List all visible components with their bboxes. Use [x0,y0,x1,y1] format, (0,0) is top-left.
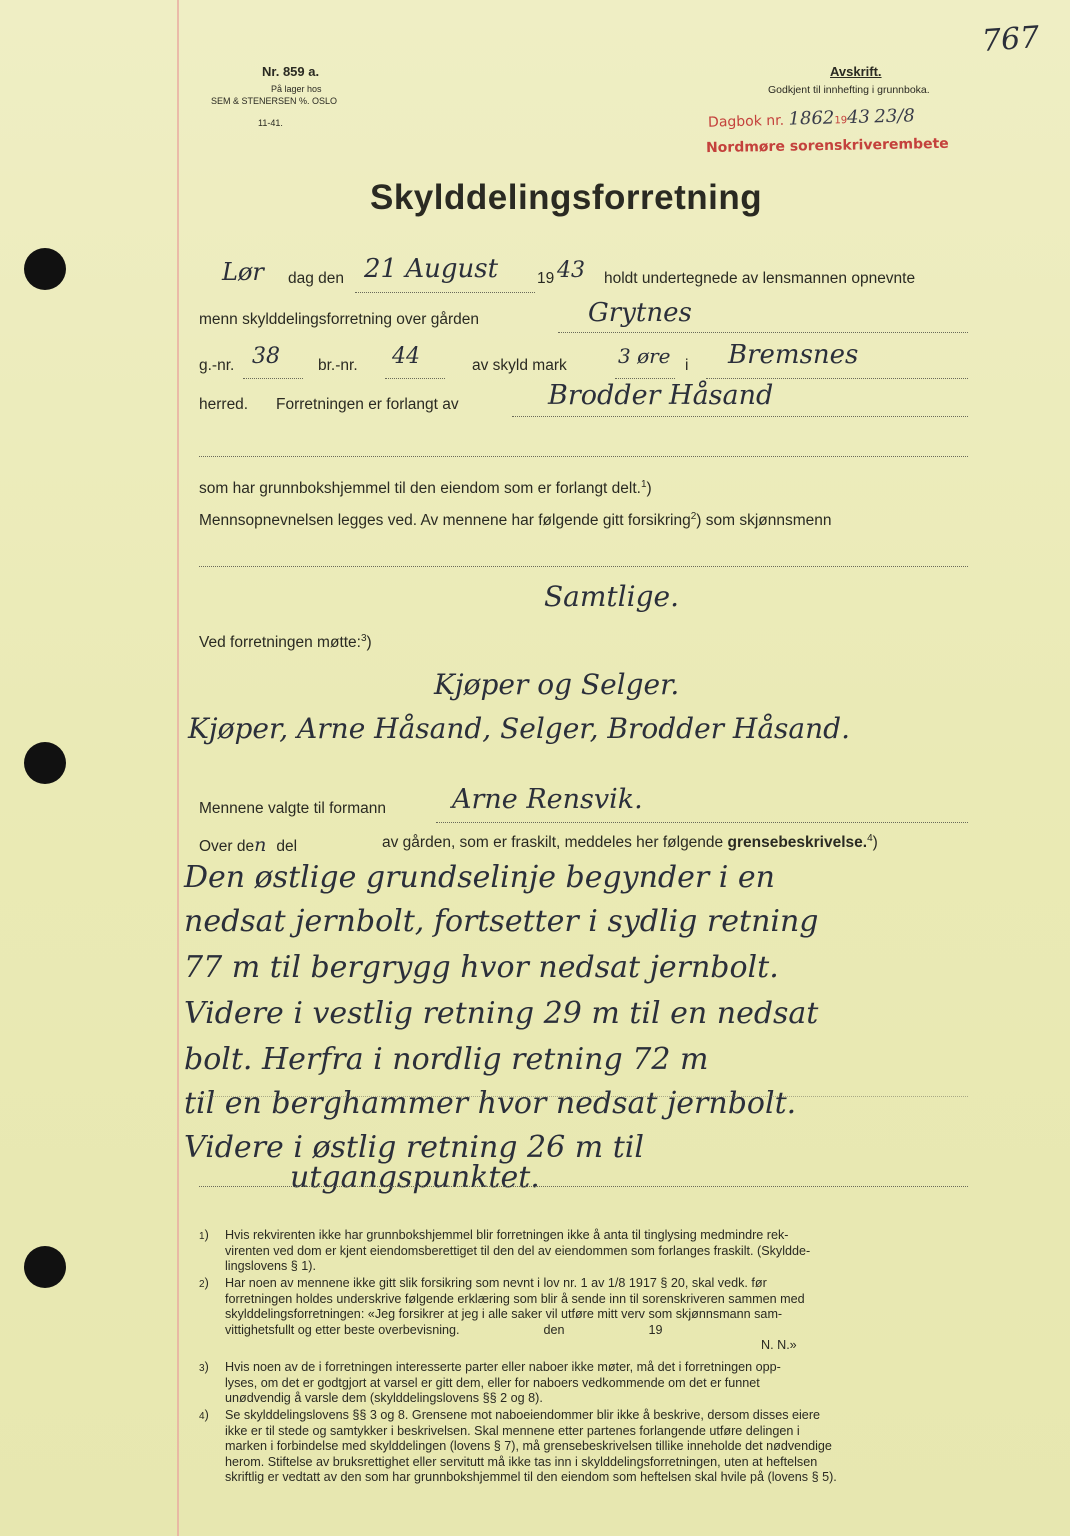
formann-label: Mennene valgte til formann [199,800,386,817]
row5-label: som har grunnbokshjemmel til den eiendom som er forlangt delt. [199,480,641,497]
dag-den-label: dag den [288,270,345,287]
brnr-label: br.-nr. [318,357,358,374]
publisher-line: På lager hos [271,84,322,94]
farm-line [558,332,968,333]
description-line: Den østlige grundselinje begynder i en [184,860,775,895]
description-line: til en berghammer hvor nedsat jernbolt. [184,1086,797,1121]
over-text-label: av gården, som er fraskilt, meddeles her følgende [382,834,724,851]
handwritten-date: 21 August [364,254,499,284]
footnote-line: Har noen av mennene ikke gitt slik forsikring som nevnt i lov nr. 1 av 1/8 1917 § 20, skal vedk. før [225,1276,767,1290]
blank-line [199,456,968,457]
godkjent-label: Godkjent til innhefting i grunnboka. [768,84,930,96]
over-prefix: Over de [199,838,255,855]
dagbok-label: Dagbok nr. [707,112,785,131]
row5-text: som har grunnbokshjemmel til den eiendom som er forlangt delt.$^1$) [199,479,652,497]
description-line: utgangspunktet. [290,1160,540,1195]
footnote-ref: 4 [867,833,873,844]
punch-hole [24,742,66,784]
footnote-2: 2) Har noen av mennene ikke gitt slik forsikring som nevnt i lov nr. 1 av 1/8 1917 § 20, skal vedk. før forretningen holdes underskrive følgende erklæring som blir å sende inn til sorenskriveren sammen med skylddelingsforretningen: «Jeg forsikrer at jeg i alle saker vil utføre mitt verv som skjønnsmann sam- vittighetsfullt og etter beste overbevisning. den 19 N. N.» [199,1276,805,1352]
footnote-number: 3 [199,1363,205,1374]
blank-line [199,566,968,567]
skyld-label: av skyld mark [472,357,567,374]
punch-hole [24,1246,66,1288]
footnote-line: herom. Stiftelse av bruksrettighet eller servitutt må ikke tas inn i skylddelingsforretningen, uten at heftelsen [225,1454,818,1469]
over-text: av gården, som er fraskilt, meddeles her følgende grensebeskrivelse.$^4$) [382,833,878,851]
footnote-line: vittighetsfullt og etter beste overbevisning. den 19 [225,1322,663,1337]
dagbok-entry: 1862 [788,107,835,130]
description-line: nedsat jernbolt, fortsetter i sydlig retning [184,904,819,939]
handwritten-farm: Grytnes [588,298,692,328]
handwritten-mote-2: Kjøper, Arne Håsand, Selger, Brodder Håsand. [188,712,850,745]
footnote-signature: N. N.» [761,1338,797,1352]
footnote-ref: 1 [640,479,647,490]
footnote-3: 3) Hvis noen av de i forretningen interesserte parter eller naboer ikke møter, må det i forretningen opp- lyses, om det er godtgjort at varsel er gitt dem, eller for naboers vedkommende om det er funnet unødvendig å varsle dem (skylddelingslovens §§ 2 og 8). [199,1360,781,1405]
footnote-line: Hvis rekvirenten ikke har grunnbokshjemmel blir forretningen ikke å anta til tinglysing medmindre rek- [225,1228,789,1242]
footnote-ref: 3 [360,633,367,644]
office-stamp: Nordmøre sorenskriverembete [705,135,949,157]
brnr-line [385,378,445,379]
handwritten-brnr: 44 [392,344,420,369]
footnote-line: forretningen holdes underskrive følgende erklæring som blir å sende inn til sorenskriveren sammen med [225,1291,805,1306]
row2-text: menn skylddelingsforretning over gården [199,311,480,328]
mote-text: Ved forretningen møtte:$^3$) [199,633,372,651]
handwritten-requester: Brodder Håsand [548,380,774,411]
over-del: del [276,838,298,855]
gnr-label: g.-nr. [199,357,235,374]
grense-label: grensebeskrivelse. [727,834,868,851]
handwritten-over: n [254,834,267,856]
row6-end: ) som skjønnsmenn [696,512,832,529]
i-label: i [685,357,689,374]
description-rule [199,1186,968,1187]
herred-label: herred. [199,396,249,413]
footnote-line: Se skylddelingslovens §§ 3 og 8. Grensene mot naboeiendommer blir ikke å beskrive, dersom disses eiere [225,1408,821,1422]
footnote-line: ikke er til stede og samtykker i beskrivelsen. Skal mennene etter partenes forlangende utføre delingen i [225,1423,800,1438]
footnote-ref: 2 [690,511,697,522]
description-line: Videre i østlig retning 26 m til [184,1130,644,1165]
description-line: Videre i vestlig retning 29 m til en nedsat [184,996,819,1031]
forlangt-label: Forretningen er forlangt av [276,396,459,413]
district-line [706,378,968,379]
description-line: bolt. Herfra i nordlig retning 72 m [184,1042,709,1077]
footnote-4: 4) Se skylddelingslovens §§ 3 og 8. Grensene mot naboeiendommer blir ikke å beskrive, dersom disses eiere ikke er til stede og samtykker i beskrivelsen. Skal mennene etter partenes forlangende utføre delingen i marken i forbindelse med skylddelingen (lovens § 7), må grensebeskrivelsen tillike inneholde det nødvendige herom. Stiftelse av bruksrettighet eller servitutt må ikke tas inn i skylddelingsforretningen, uten at heftelsen skriftlig er vedtatt av den som har grunnbokshjemmel til den eiendom som heftelsen skal hvile på (lovens § 5). [199,1408,837,1484]
mote-label: Ved forretningen møtte: [199,634,361,651]
skyld-line [615,378,675,379]
punch-hole [24,248,66,290]
stamp-year-prefix: 19 [834,115,848,127]
requester-line [512,416,968,417]
page-number: 767 [980,20,1041,59]
handwritten-gnr: 38 [252,344,280,369]
avskrift-label: Avskrift. [830,64,882,79]
formann-line [436,822,968,823]
gnr-line [243,378,303,379]
handwritten-day: Lør [222,258,264,286]
footnote-number: 4 [199,1411,205,1422]
margin-rule [177,0,179,1536]
footnote-line: virenten ved dom er kjent eiendomsberettiget til den del av eiendommen som forlanges fraskilt. (Skyldde- [225,1243,811,1258]
footnote-line: skylddelingsforretningen: «Jeg forsikrer at jeg i alle saker vil utføre mitt verv som skjønnsmann sam- [225,1307,783,1321]
footnote-line: marken i forbindelse med skylddelingen (lovens § 7), må grensebeskrivelsen tillike inneholde det nødvendige [225,1439,832,1453]
footnote-1: 1) Hvis rekvirenten ikke har grunnbokshjemmel blir forretningen ikke å anta til tinglysing medmindre rek- virenten ved dom er kjent eiendomsberettiget til den del av eiendommen som forlanges fraskilt. (Skyldde- lingslovens § 1). [199,1228,811,1273]
stamp-date: 23/8 [874,105,916,128]
footnote-number: 1 [199,1231,205,1242]
footnote-line: skriftlig er vedtatt av den som har grunnbokshjemmel til den eiendom som heftelsen skal hvile på (lovens § 5). [225,1470,837,1484]
row6-text [199,512,832,530]
footnote-line: unødvendig å varsle dem (skylddelingslovens §§ 2 og 8). [225,1391,543,1405]
description-line: 77 m til bergrygg hvor nedsat jernbolt. [184,950,779,985]
row6-label: Mennsopnevnelsen legges ved. Av mennene har følgende gitt forsikring [199,512,691,529]
handwritten-district: Bremsnes [728,340,859,370]
row1-text: holdt undertegnede av lensmannen opnevnte [604,270,916,287]
handwritten-mote-1: Kjøper og Selger. [434,668,680,701]
footnote-line: lyses, om det er godtgjort at varsel er gitt dem, eller for naboers vedkommende om det er funnet [225,1375,760,1390]
publisher-name: SEM & STENERSEN %. OSLO [211,96,338,106]
handwritten-formann: Arne Rensvik. [452,784,643,815]
form-number: Nr. 859 a. [262,64,320,79]
handwritten-year: 43 [557,258,585,283]
footnote-line: lingslovens § 1). [225,1259,317,1273]
document-title: Skylddelingsforretning [370,178,763,217]
stamp-year: 43 [846,106,871,129]
footnote-line: Hvis noen av de i forretningen interesserte parter eller naboer ikke møter, må det i forretningen opp- [225,1360,781,1374]
footnote-number: 2 [199,1279,205,1290]
description-rule [199,1096,968,1097]
date-line [355,292,535,293]
over-line [199,834,297,856]
handwritten-skyld: 3 øre [618,344,671,368]
year-prefix: 19 [537,270,555,287]
publisher-date: 11-41. [258,118,283,128]
handwritten-forsikring: Samtlige. [544,580,679,613]
dagbok-stamp [708,105,915,131]
